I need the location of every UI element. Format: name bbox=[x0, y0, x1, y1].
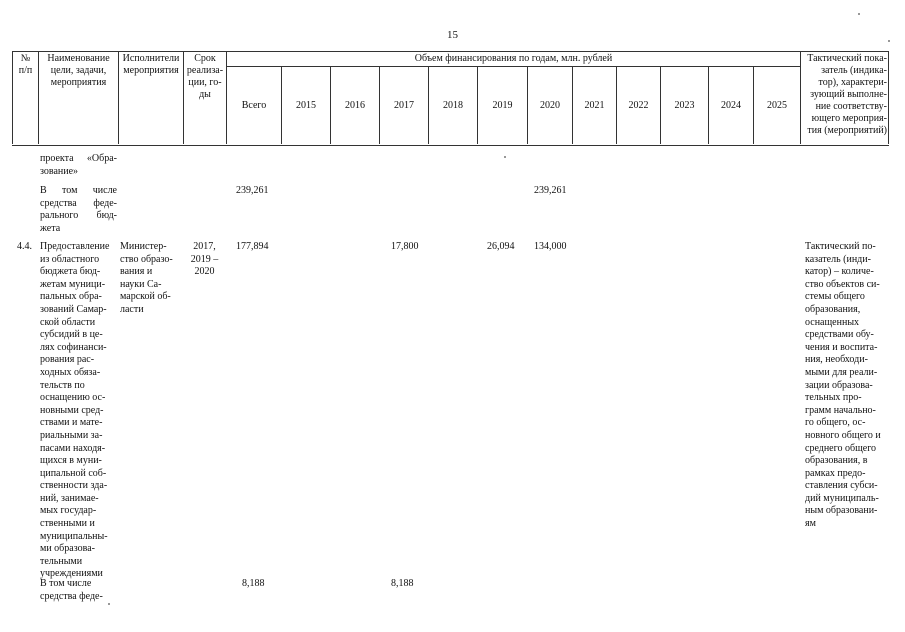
row3-executor: Министер- ство образо- вания и науки Са- марской об- ласти bbox=[120, 241, 173, 315]
row3-2019: 26,094 bbox=[487, 241, 515, 252]
header-name: Наименование цели, задачи, мероприятия bbox=[38, 51, 118, 144]
header-finance-title: Объем финансирования по годам, млн. рублей bbox=[226, 51, 800, 67]
row2-name: В том числе средства феде- рального бюд- жета bbox=[40, 185, 117, 234]
header-year: 2017 bbox=[379, 67, 428, 144]
row3-2017: 17,800 bbox=[391, 241, 419, 252]
scan-speck bbox=[108, 603, 110, 605]
scan-speck bbox=[858, 13, 860, 15]
header-year: 2023 bbox=[660, 67, 708, 144]
row3-term: 2017, 2019 – 2020 bbox=[190, 241, 219, 278]
header-year: 2025 bbox=[753, 67, 800, 144]
row2-total: 239,261 bbox=[236, 185, 269, 196]
header-year: 2016 bbox=[330, 67, 379, 144]
header-year: 2021 bbox=[572, 67, 616, 144]
scan-speck bbox=[888, 40, 890, 42]
header-year: 2024 bbox=[708, 67, 753, 144]
header-year: 2022 bbox=[616, 67, 660, 144]
row4-2017: 8,188 bbox=[391, 578, 414, 589]
row4-name: В том числе средства феде- bbox=[40, 578, 103, 602]
row3-no: 4.4. bbox=[17, 241, 32, 252]
header-year: 2020 bbox=[527, 67, 572, 144]
row3-indicator: Тактический по- казатель (инди- катор) – количе- ство объектов си- стемы общего образования, оснащенных средствами обу- чения и воспита- ния, необходи- мыми для реали- зации образова- тельных про- грамм начально- го общего, ос- новного общего и среднего общего образования, в рамках предо- ставления субси- дий муниципаль- ным образовани- ям bbox=[805, 241, 881, 530]
header-year: 2018 bbox=[428, 67, 477, 144]
row1-name: проекта «Обра- зование» bbox=[40, 153, 117, 177]
row3-total: 177,894 bbox=[236, 241, 269, 252]
row2-2020: 239,261 bbox=[534, 185, 567, 196]
header-year: 2015 bbox=[281, 67, 330, 144]
scan-speck bbox=[504, 156, 506, 158]
header-term: Срок реализа- ции, го- ды bbox=[183, 51, 226, 144]
header-year: 2019 bbox=[477, 67, 527, 144]
header-total: Всего bbox=[226, 67, 281, 144]
header-indicator: Тактический пока- затель (индика- тор), характери- зующий выполне- ние соответству- ющего мероприя- тия (мероприятий) bbox=[800, 51, 889, 144]
header-executor: Исполнители мероприятия bbox=[118, 51, 183, 144]
header-no: № п/п bbox=[12, 51, 38, 144]
page-number: 15 bbox=[447, 29, 458, 41]
row3-name: Предоставление из областного бюджета бюд- жетам муници- пальных обра- зований Самар- ской области субсидий в це- лях софинанси- рования рас- ходных обяза- тельств по оснащению ос- новными сред- ствами и мате- риальными за- пасами находя- щихся в муни- ципальной соб- ственности зда- ний, занимае- мых государ- ственными и муниципальны- ми образова- тельными учреждениями bbox=[40, 241, 110, 580]
row4-total: 8,188 bbox=[242, 578, 265, 589]
row3-2020: 134,000 bbox=[534, 241, 567, 252]
